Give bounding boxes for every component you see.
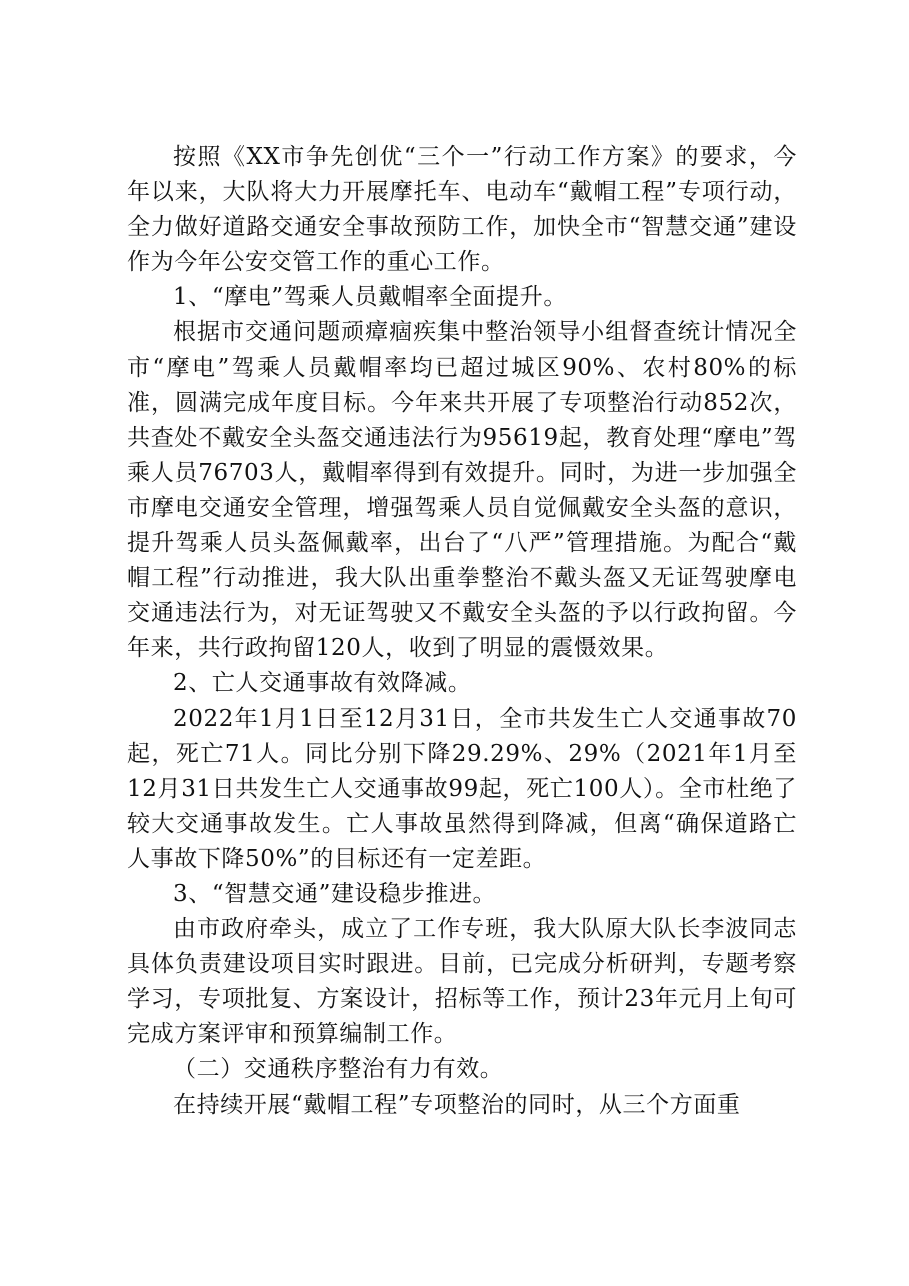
paragraph-helmet-rate: 根据市交通问题顽瘴痼疾集中整治领导小组督查统计情况全市“摩电”驾乘人员戴帽率均已超过城区90%、农村80%的标准，圆满完成年度目标。今年来共开展了专项整治行动852次，共查处不戴安全头盔交通违法行为95619起，教育处理“摩电”驾乘人员76703人，戴帽率得到有效提升。同时，为进一步加强全市摩电交通安全管理，增强驾乘人员自觉佩戴安全头盔的意识，提升驾乘人员头盔佩戴率，出台了“八严”管理措施。为配合“戴帽工程”行动推进，我大队出重拳整治不戴头盔又无证驾驶摩电交通违法行为，对无证驾驶又不戴安全头盔的予以行政拘留。今年来，共行政拘留120人，收到了明显的震慑效果。: [127, 319, 797, 662]
heading-fatal-accidents: 2、亡人交通事故有效降减。: [173, 670, 472, 697]
heading-helmet-rate: 1、“摩电”驾乘人员戴帽率全面提升。: [173, 284, 567, 311]
paragraph-intro: 按照《XX市争先创优“三个一”行动工作方案》的要求，今年以来，大队将大力开展摩托车、电动车“戴帽工程”专项行动，全力做好道路交通安全事故预防工作，加快全市“智慧交通”建设作为今年公安交管工作的重心工作。: [127, 144, 797, 276]
paragraph-fatal-accidents: 2022年1月1日至12月31日，全市共发生亡人交通事故70起，死亡71人。同比分别下降29.29%、29%（2021年1月至12月31日共发生亡人交通事故99起，死亡100人）。全市杜绝了较大交通事故发生。亡人事故虽然得到降减，但离“确保道路亡人事故下降50%”的目标还有一定差距。: [127, 705, 797, 872]
paragraph-traffic-order: 在持续开展“戴帽工程”专项整治的同时，从三个方面重: [173, 1091, 741, 1118]
heading-smart-traffic: 3、“智慧交通”建设稳步推进。: [173, 880, 497, 907]
document-body: [127, 140, 797, 1123]
paragraph-smart-traffic: 由市政府牵头，成立了工作专班，我大队原大队长李波同志具体负责建设项目实时跟进。目前，已完成分析研判，专题考察学习，专项批复、方案设计，招标等工作，预计23年元月上旬可完成方案评审和预算编制工作。: [127, 916, 797, 1048]
heading-traffic-order: （二）交通秩序整治有力有效。: [173, 1056, 504, 1083]
